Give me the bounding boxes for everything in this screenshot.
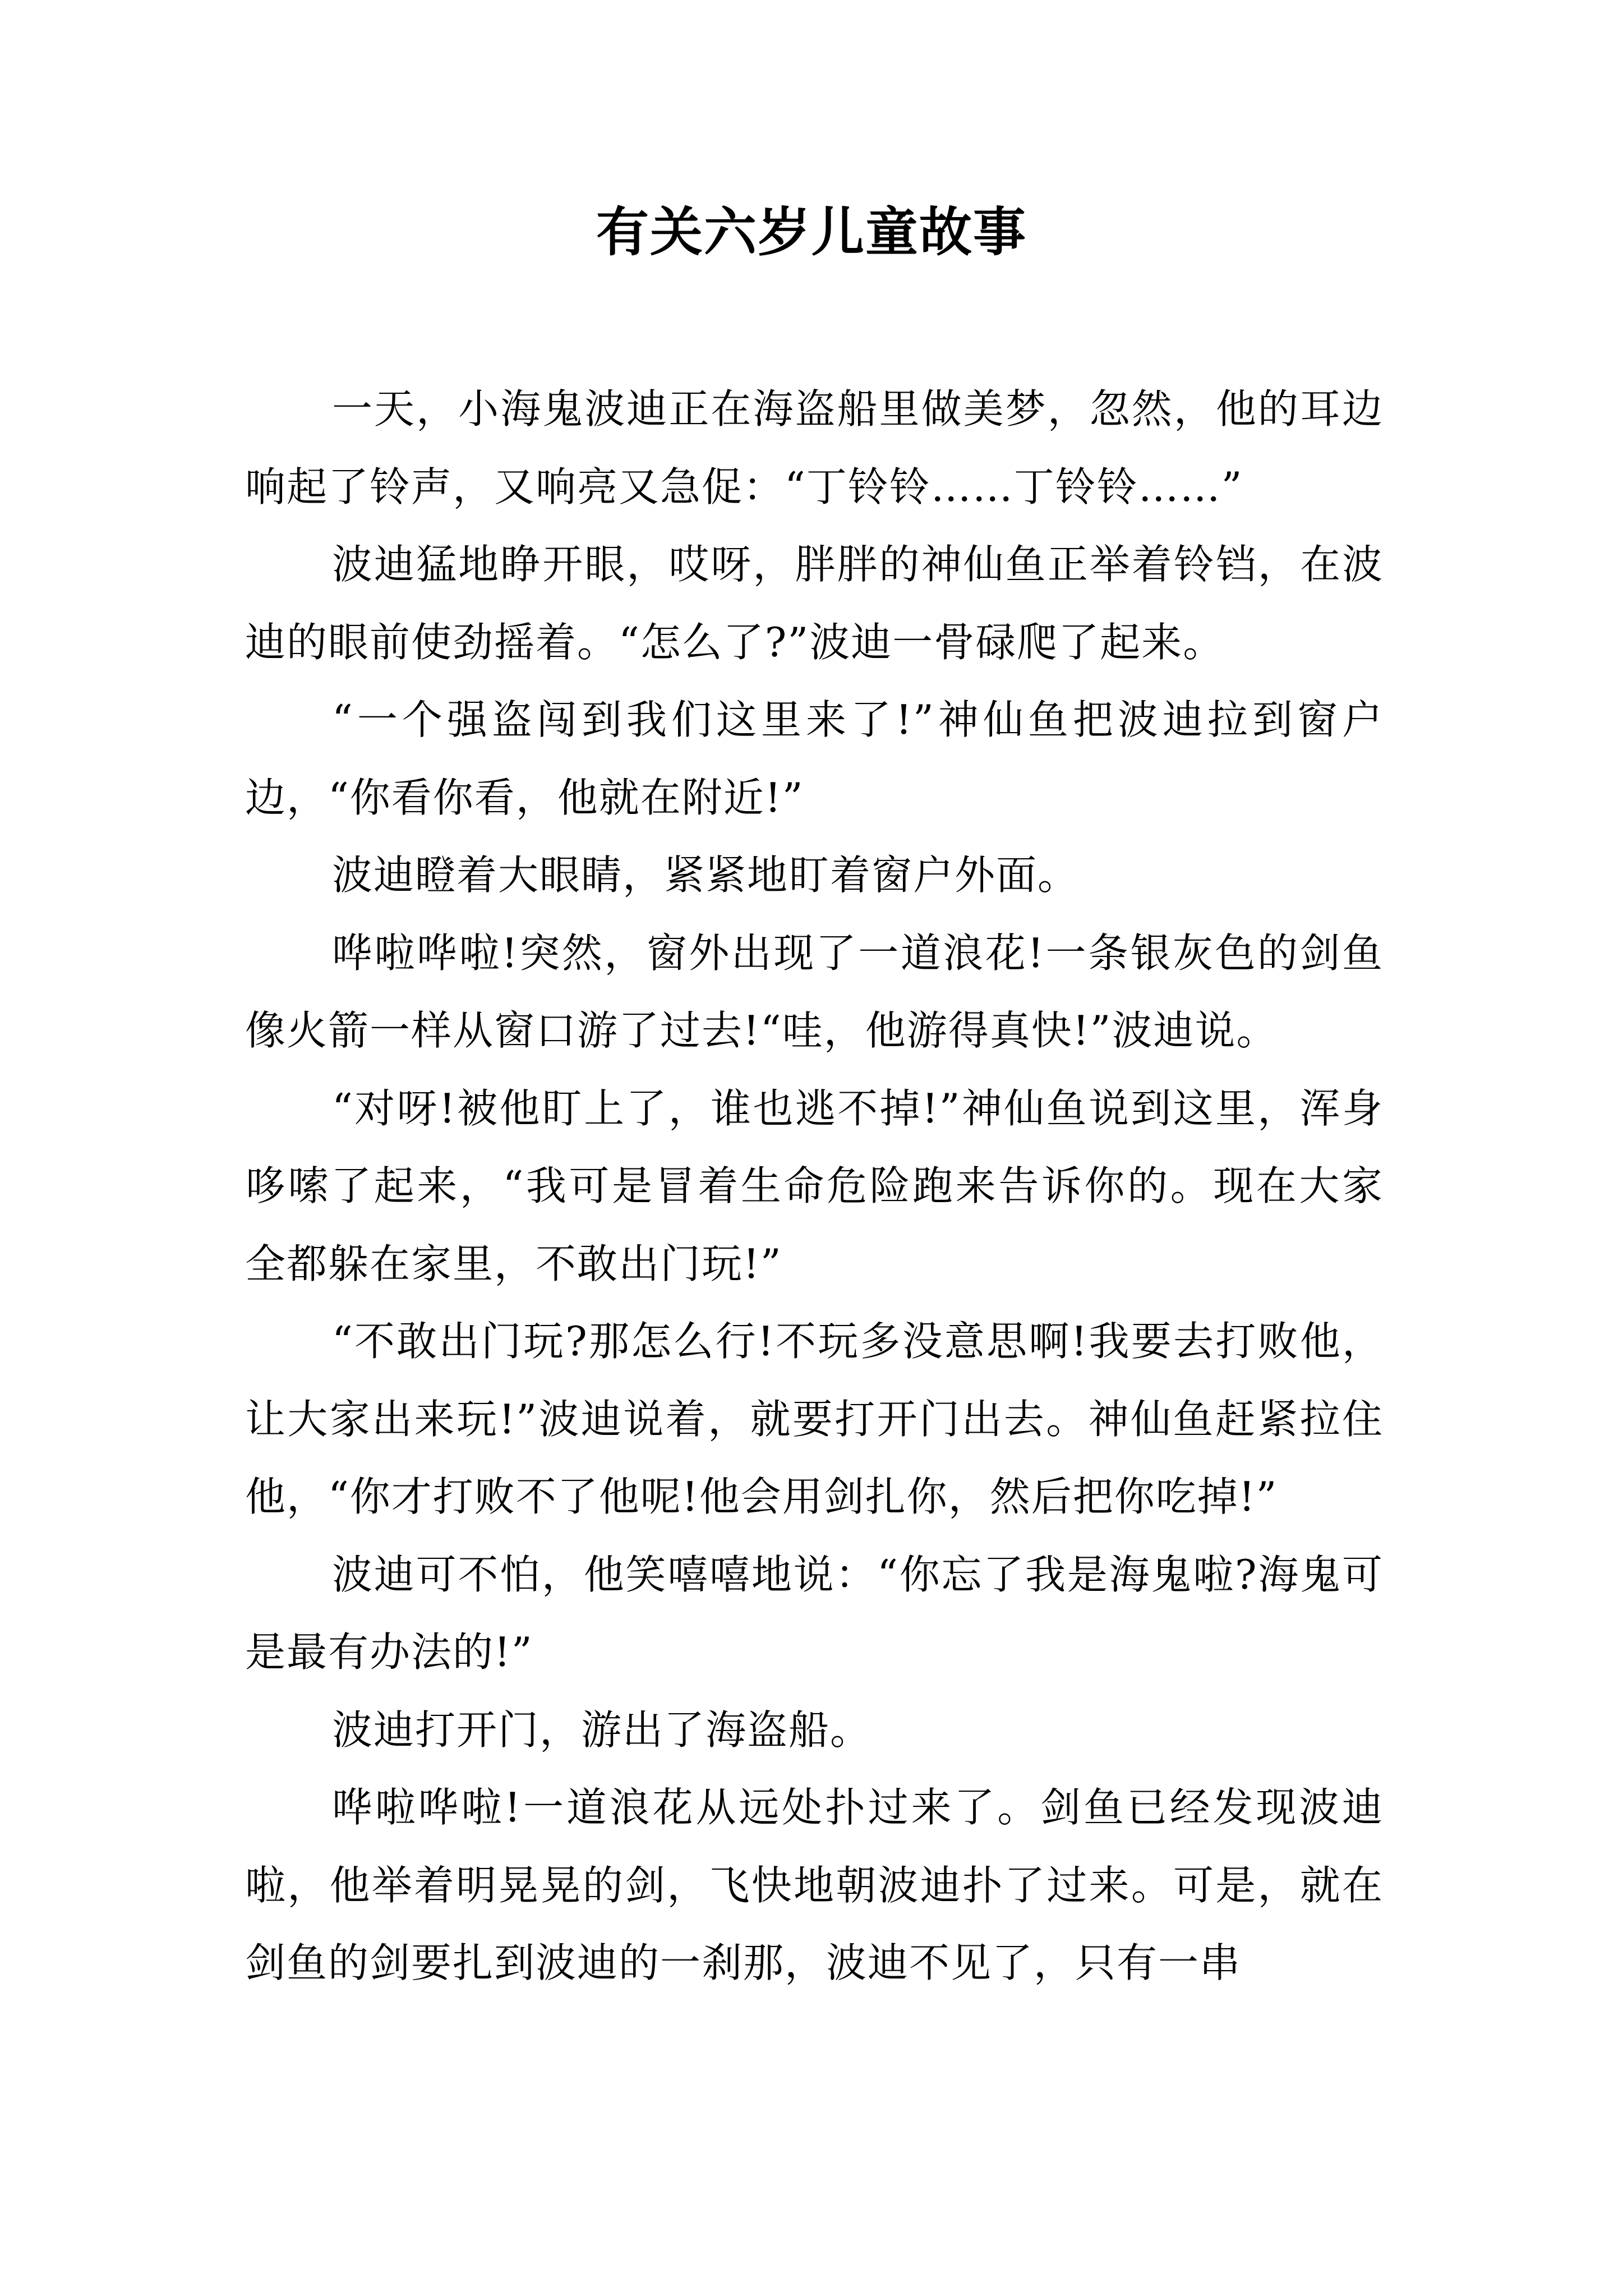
paragraph: 波迪打开门，游出了海盗船。	[332, 1706, 872, 1754]
paragraph: 哗啦哗啦!一道浪花从远处扑过来了。剑鱼已经发现波迪啦，他举着明晃晃的剑，飞快地朝波迪扑了过来。可是，就在剑鱼的剑要扎到波迪的一刹那，波迪不见了，只有一串	[245, 1784, 1384, 1986]
paragraph: 波迪可不怕，他笑嘻嘻地说：“你忘了我是海鬼啦?海鬼可是最有办法的!”	[245, 1550, 1384, 1676]
paragraph: 波迪猛地睁开眼，哎呀，胖胖的神仙鱼正举着铃铛，在波迪的眼前使劲摇着。“怎么了?”波迪一骨碌爬了起来。	[245, 541, 1384, 666]
document-title: 有关六岁儿童故事	[596, 202, 1027, 263]
paragraph: 一天，小海鬼波迪正在海盗船里做美梦，忽然，他的耳边响起了铃声，又响亮又急促：“丁铃铃……丁铃铃……”	[245, 385, 1384, 510]
document-body	[245, 370, 1384, 2002]
paragraph: 哗啦哗啦!突然，窗外出现了一道浪花!一条银灰色的剑鱼像火箭一样从窗口游了过去!“哇，他游得真快!”波迪说。	[245, 929, 1384, 1054]
paragraph: “对呀!被他盯上了，谁也逃不掉!”神仙鱼说到这里，浑身哆嗦了起来，“我可是冒着生命危险跑来告诉你的。现在大家全都躲在家里，不敢出门玩!”	[245, 1084, 1384, 1287]
paragraph: 波迪瞪着大眼睛，紧紧地盯着窗户外面。	[332, 852, 1080, 899]
paragraph: “不敢出门玩?那怎么行!不玩多没意思啊!我要去打败他，让大家出来玩!”波迪说着，就要打开门出去。神仙鱼赶紧拉住他，“你才打败不了他呢!他会用剑扎你，然后把你吃掉!”	[245, 1318, 1384, 1520]
paragraph: “一个强盗闯到我们这里来了!”神仙鱼把波迪拉到窗户边，“你看你看，他就在附近!”	[245, 696, 1384, 821]
